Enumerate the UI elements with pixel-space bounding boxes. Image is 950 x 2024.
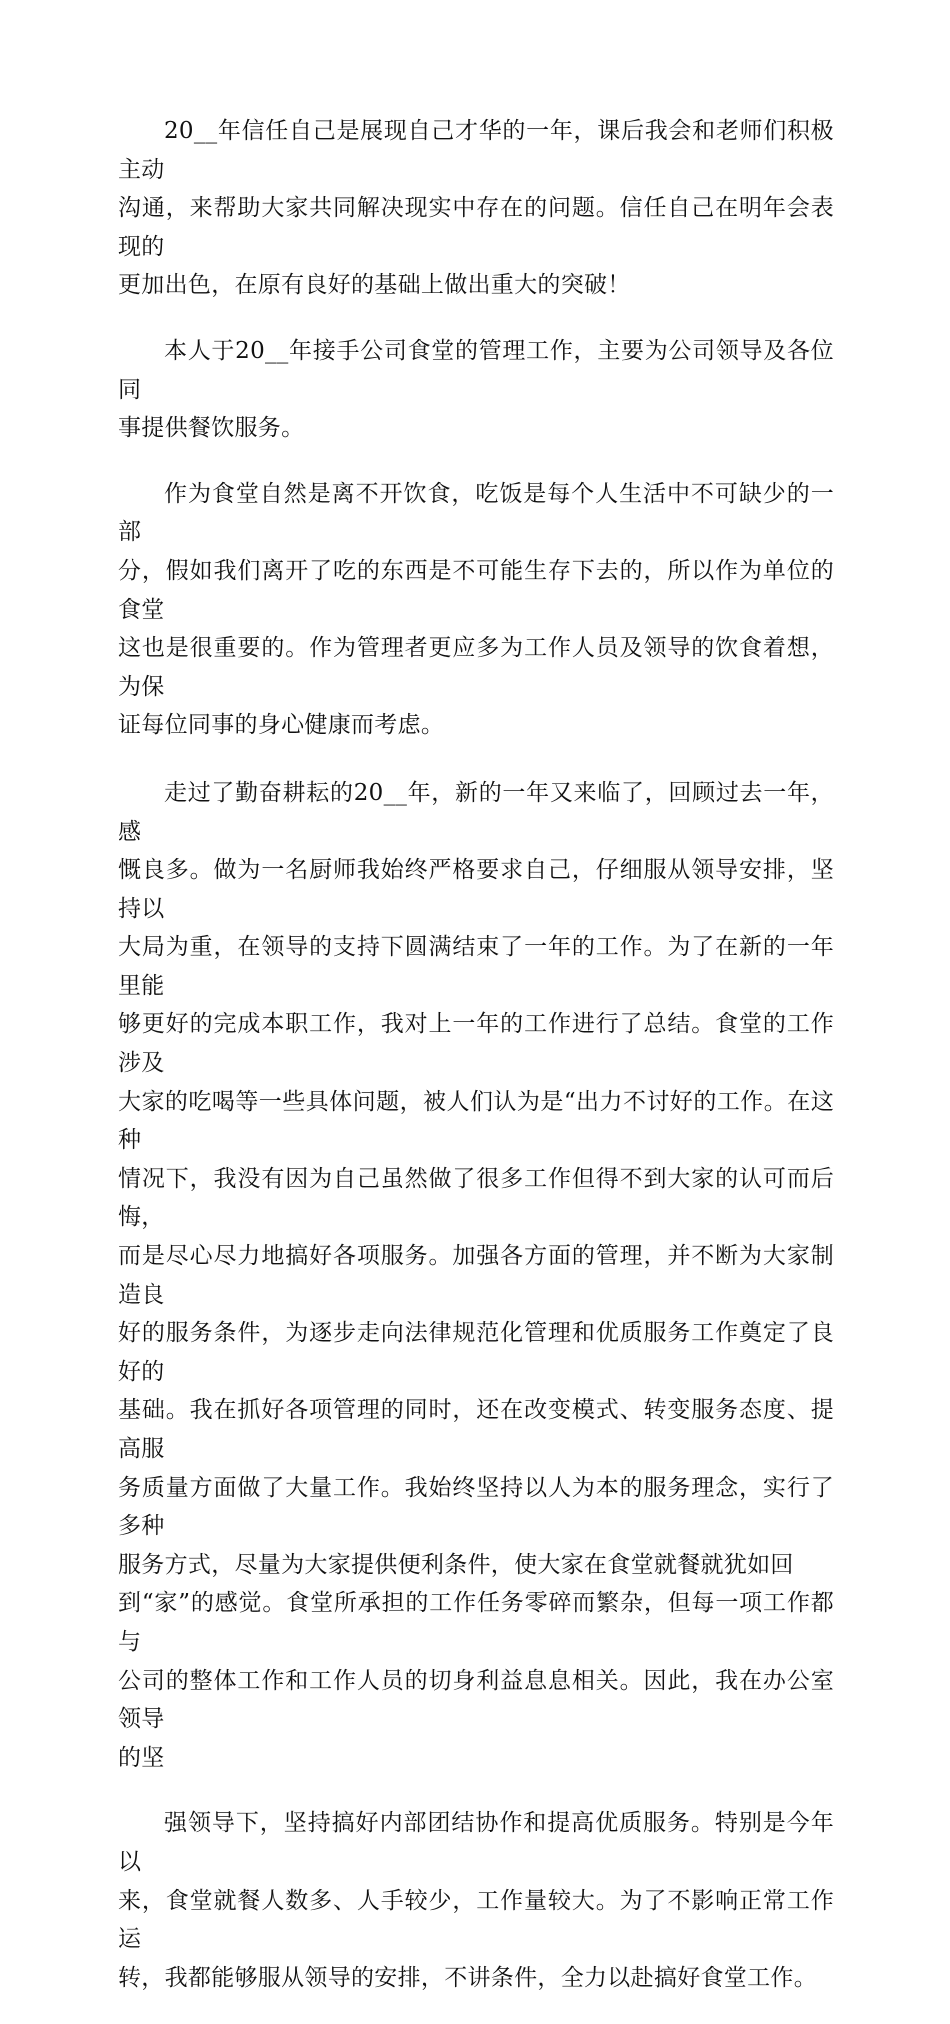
text-line: 走过了勤奋耕耘的20__年，新的一年又来临了，回顾过去一年，感	[118, 779, 834, 845]
text-line: 到“家”的感觉。食堂所承担的工作任务零碎而繁杂，但每一项工作都与	[118, 1590, 834, 1655]
text-line: 沟通，来帮助大家共同解决现实中存在的问题。信任自己在明年会表现的	[118, 195, 834, 260]
text-line: 20__年信任自己是展现自己才华的一年，课后我会和老师们积极主动	[118, 118, 834, 183]
text-line: 的坚	[118, 1744, 165, 1771]
text-line: 务质量方面做了大量工作。我始终坚持以人为本的服务理念，实行了多种	[118, 1474, 834, 1540]
text-line: 情况下，我没有因为自己虽然做了很多工作但得不到大家的认可而后悔，	[118, 1165, 834, 1231]
text-line: 好的服务条件，为逐步走向法律规范化管理和优质服务工作奠定了良好的	[118, 1320, 834, 1385]
text-line: 基础。我在抓好各项管理的同时，还在改变模式、转变服务态度、提高服	[118, 1397, 834, 1462]
document-page	[118, 112, 834, 2024]
text-line: 这也是很重要的。作为管理者更应多为工作人员及领导的饮食着想，为保	[118, 635, 834, 700]
paragraph-2	[118, 332, 834, 448]
text-line: 而是尽心尽力地搞好各项服务。加强各方面的管理，并不断为大家制造良	[118, 1243, 834, 1308]
text-line: 本人于20__年接手公司食堂的管理工作，主要为公司领导及各位同	[118, 337, 834, 403]
text-line: 公司的整体工作和工作人员的切身利益息息相关。因此，我在办公室领导	[118, 1667, 834, 1733]
paragraph-5	[118, 1804, 834, 1997]
text-line: 大局为重，在领导的支持下圆满结束了一年的工作。为了在新的一年里能	[118, 934, 834, 999]
text-line: 分，假如我们离开了吃的东西是不可能生存下去的，所以作为单位的食堂	[118, 557, 834, 623]
text-line: 慨良多。做为一名厨师我始终严格要求自己，仔细服从领导安排，坚持以	[118, 857, 834, 922]
text-line: 够更好的完成本职工作，我对上一年的工作进行了总结。食堂的工作涉及	[118, 1011, 834, 1077]
paragraph-3	[118, 475, 834, 745]
text-line: 更加出色，在原有良好的基础上做出重大的突破！	[118, 272, 631, 299]
text-line: 大家的吃喝等一些具体问题，被人们认为是“出力不讨好的工作。在这种	[118, 1088, 834, 1154]
text-line: 转，我都能够服从领导的安排，不讲条件，全力以赴搞好食堂工作。	[118, 1964, 817, 1991]
paragraph-4	[118, 774, 834, 1777]
text-line: 事提供餐饮服务。	[118, 415, 305, 442]
text-line: 证每位同事的身心健康而考虑。	[118, 712, 445, 739]
text-line: 来，食堂就餐人数多、人手较少，工作量较大。为了不影响正常工作运	[118, 1887, 834, 1953]
text-line: 强领导下，坚持搞好内部团结协作和提高优质服务。特别是今年以	[118, 1810, 834, 1875]
text-line: 作为食堂自然是离不开饮食，吃饭是每个人生活中不可缺少的一部	[118, 480, 834, 546]
text-line: 服务方式，尽量为大家提供便利条件，使大家在食堂就餐就犹如回	[118, 1551, 794, 1578]
paragraph-1	[118, 112, 834, 305]
